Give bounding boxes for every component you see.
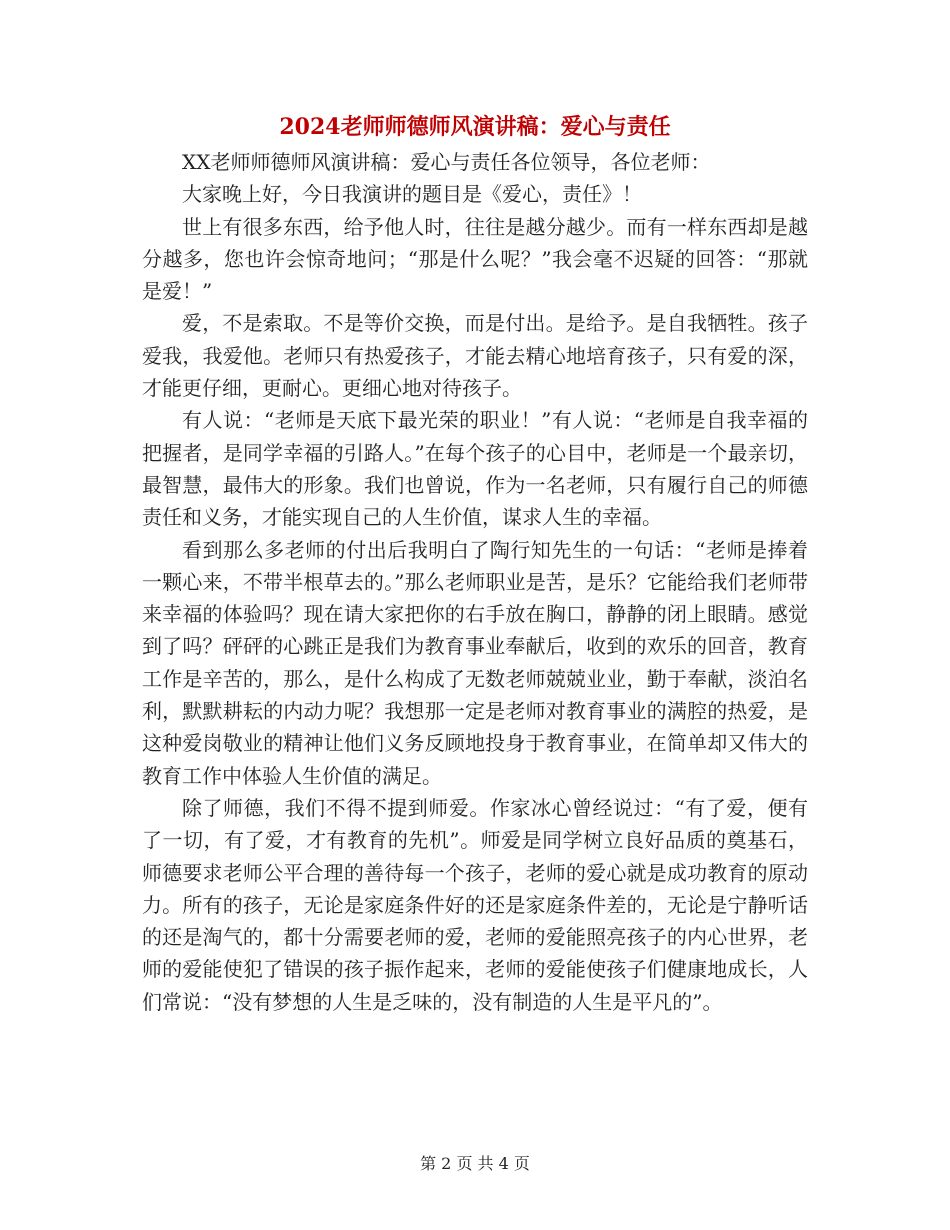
paragraph-5: 有人说：“老师是天底下最光荣的职业！”有人说：“老师是自我幸福的把握者，是同学幸福的引路人。”在每个孩子的心目中，老师是一个最亲切，最智慧，最伟大的形象。我们也曾说，作为一名老师，只有履行自己的师德责任和义务，才能实现自己的人生价值，谋求人生的幸福。 xyxy=(142,408,808,530)
paragraph-4: 爱，不是索取。不是等价交换，而是付出。是给予。是自我牺牲。孩子爱我，我爱他。老师只有热爱孩子，才能去精心地培育孩子，只有爱的深，才能更仔细，更耐心。更细心地对待孩子。 xyxy=(142,311,808,401)
paragraph-3: 世上有很多东西，给予他人时，往往是越分越少。而有一样东西却是越分越多，您也许会惊奇地问；“那是什么呢？”我会毫不迟疑的回答：“那就是爱！” xyxy=(142,214,808,304)
page-number-footer: 第 2 页 共 4 页 xyxy=(420,1154,530,1173)
document-title: 2024老师师德师风演讲稿：爱心与责任 xyxy=(279,114,671,140)
paragraph-6: 看到那么多老师的付出后我明白了陶行知先生的一句话：“老师是捧着一颗心来，不带半根草去的。”那么老师职业是苦，是乐？它能给我们老师带来幸福的体验吗？现在请大家把你的右手放在胸口，静静的闭上眼睛。感觉到了吗？砰砰的心跳正是我们为教育事业奉献后，收到的欢乐的回音，教育工作是辛苦的，那么，是什么构成了无数老师兢兢业业，勤于奉献，淡泊名利，默默耕耘的内动力呢？我想那一定是老师对教育事业的满腔的热爱，是这种爱岗敬业的精神让他们义务反顾地投身于教育事业，在简单却又伟大的教育工作中体验人生价值的满足。 xyxy=(142,537,808,788)
paragraph-7: 除了师德，我们不得不提到师爱。作家冰心曾经说过：“有了爱，便有了一切，有了爱，才有教育的先机”。师爱是同学树立良好品质的奠基石，师德要求老师公平合理的善待每一个孩子，老师的爱心就是成功教育的原动力。所有的孩子，无论是家庭条件好的还是家庭条件差的，无论是宁静听话的还是淘气的，都十分需要老师的爱，老师的爱能照亮孩子的内心世界，老师的爱能使犯了错误的孩子振作起来，老师的爱能使孩子们健康地成长，人们常说：“没有梦想的人生是乏味的，没有制造的人生是平凡的”。 xyxy=(142,795,808,1014)
paragraph-2: 大家晚上好，今日我演讲的题目是《爱心，责任》！ xyxy=(182,182,642,207)
paragraph-1: XX老师师德师风演讲稿：爱心与责任各位领导，各位老师： xyxy=(182,150,711,174)
document-body xyxy=(142,146,808,1018)
